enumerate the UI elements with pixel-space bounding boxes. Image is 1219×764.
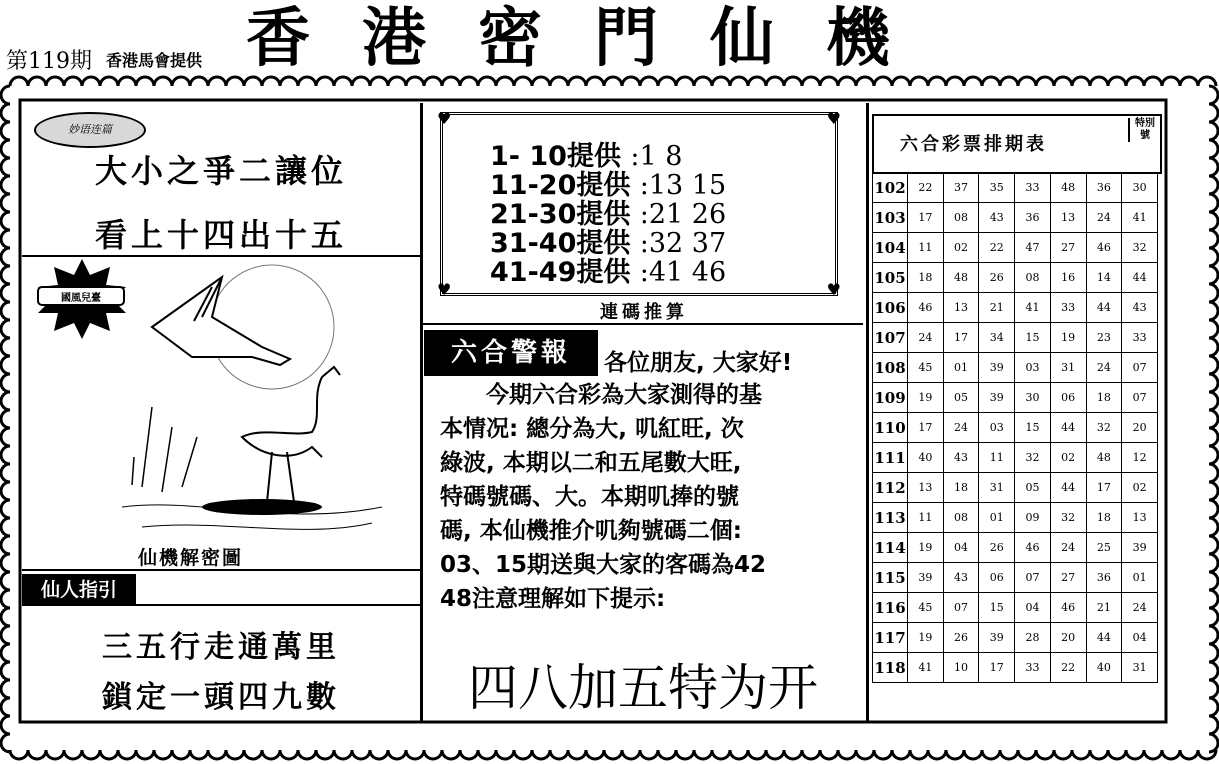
special-number-label: 特別號: [1128, 118, 1156, 142]
number-cell: 20: [1122, 413, 1158, 443]
range-row: 21-30提供 :21 26: [490, 199, 727, 230]
body-line: 今期六合彩為大家測得的基: [440, 382, 762, 408]
number-cell: 27: [1050, 233, 1086, 263]
number-cell: 46: [1050, 593, 1086, 623]
number-cell: 03: [1015, 353, 1051, 383]
number-cell: 06: [1050, 383, 1086, 413]
number-cell: 06: [979, 563, 1015, 593]
number-cell: 04: [1015, 593, 1051, 623]
number-cell: 33: [1050, 293, 1086, 323]
number-cell: 18: [908, 263, 944, 293]
table-row: [873, 263, 1158, 293]
range-row: 1- 10提供 :1 8: [490, 141, 683, 172]
number-cell: 13: [943, 293, 979, 323]
number-cell: 31: [1122, 653, 1158, 683]
heart-icon: ♥: [826, 109, 841, 128]
number-cell: 17: [1086, 473, 1122, 503]
number-cell: 26: [979, 533, 1015, 563]
number-cell: 04: [943, 533, 979, 563]
crane-illustration: [22, 257, 420, 569]
number-cell: 08: [1015, 263, 1051, 293]
table-row: [873, 503, 1158, 533]
number-cell: 31: [1050, 353, 1086, 383]
number-cell: 18: [1086, 383, 1122, 413]
riddle-line-1: 大小之爭二讓位: [94, 152, 347, 190]
number-cell: 33: [1015, 173, 1051, 203]
number-cell: 24: [1086, 203, 1122, 233]
number-cell: 15: [1015, 323, 1051, 353]
number-cell: 44: [1086, 293, 1122, 323]
table-row: [873, 623, 1158, 653]
table-title: 六合彩票排期表: [900, 134, 1047, 155]
table-row: [873, 413, 1158, 443]
number-cell: 22: [979, 233, 1015, 263]
number-cell: 26: [979, 263, 1015, 293]
number-cell: 18: [1086, 503, 1122, 533]
table-row: [873, 173, 1158, 203]
number-cell: 09: [1015, 503, 1051, 533]
number-cell: 36: [1086, 563, 1122, 593]
number-cell: 24: [1050, 533, 1086, 563]
slogan: 四八加五特为开: [468, 659, 818, 717]
issue-cell: 114: [873, 533, 908, 563]
number-cell: 44: [1050, 413, 1086, 443]
body-line: 03、15期送與大家的客碼為42: [440, 552, 767, 578]
number-cell: 24: [1086, 353, 1122, 383]
heart-icon: ♥: [437, 280, 452, 299]
number-cell: 17: [943, 323, 979, 353]
number-cell: 11: [908, 503, 944, 533]
issue-cell: 111: [873, 443, 908, 473]
number-cell: 46: [1086, 233, 1122, 263]
table-row: [873, 473, 1158, 503]
guide-line-2: 鎖定一頭四九數: [102, 680, 340, 715]
number-cell: 08: [943, 503, 979, 533]
number-cell: 45: [908, 353, 944, 383]
table-row: [873, 323, 1158, 353]
number-cell: 36: [1015, 203, 1051, 233]
range-row: 41-49提供 :41 46: [490, 257, 727, 288]
number-cell: 44: [1050, 473, 1086, 503]
number-cell: 07: [1122, 353, 1158, 383]
number-cell: 31: [979, 473, 1015, 503]
number-cell: 17: [908, 203, 944, 233]
number-cell: 22: [908, 173, 944, 203]
number-cell: 24: [908, 323, 944, 353]
provider-label: 香港馬會提供: [106, 51, 203, 70]
number-cell: 15: [979, 593, 1015, 623]
number-cell: 30: [1015, 383, 1051, 413]
number-cell: 11: [908, 233, 944, 263]
heart-icon: ♥: [437, 109, 452, 128]
issue-cell: 108: [873, 353, 908, 383]
number-cell: 13: [1122, 503, 1158, 533]
number-cell: 07: [1015, 563, 1051, 593]
issue-cell: 106: [873, 293, 908, 323]
number-cell: 44: [1086, 623, 1122, 653]
body-line: 本情况: 總分為大, 叽紅旺, 次: [440, 416, 744, 442]
number-cell: 11: [979, 443, 1015, 473]
greeting: 各位朋友, 大家好!: [604, 350, 793, 376]
table-row: [873, 653, 1158, 683]
number-cell: 20: [1050, 623, 1086, 653]
badge-label: 妙语连篇: [34, 112, 146, 148]
issue-cell: 103: [873, 203, 908, 233]
number-cell: 19: [1050, 323, 1086, 353]
divider: [423, 323, 863, 325]
table-row: [873, 293, 1158, 323]
number-cell: 10: [943, 653, 979, 683]
number-cell: 23: [1086, 323, 1122, 353]
table-row: [873, 353, 1158, 383]
illustration-panel: [22, 255, 420, 571]
calc-label: 連碼推算: [600, 302, 688, 323]
number-cell: 07: [1122, 383, 1158, 413]
issue-cell: 104: [873, 233, 908, 263]
table-row: [873, 203, 1158, 233]
number-cell: 05: [1015, 473, 1051, 503]
number-cell: 43: [943, 563, 979, 593]
number-cell: 47: [1015, 233, 1051, 263]
page-title: 香港密門仙機: [246, 2, 942, 76]
stamp-text: 國風兒臺: [61, 293, 101, 304]
number-cell: 01: [979, 503, 1015, 533]
body-line: 綠波, 本期以二和五尾數大旺,: [440, 450, 742, 476]
body-line: 48注意理解如下提示:: [440, 586, 666, 612]
number-cell: 34: [979, 323, 1015, 353]
number-cell: 46: [1015, 533, 1051, 563]
number-cell: 01: [943, 353, 979, 383]
number-cell: 14: [1086, 263, 1122, 293]
draw-schedule-table: [872, 172, 1158, 683]
alert-label: 六合警報: [424, 330, 598, 376]
number-cell: 32: [1086, 413, 1122, 443]
illustration-caption: 仙機解密圖: [138, 547, 244, 569]
number-cell: 43: [979, 203, 1015, 233]
table-row: [873, 593, 1158, 623]
table-row: [873, 383, 1158, 413]
issue-cell: 107: [873, 323, 908, 353]
heart-icon: ♥: [826, 280, 841, 299]
number-cell: 24: [943, 413, 979, 443]
number-cell: 05: [943, 383, 979, 413]
range-row: 11-20提供 :13 15: [490, 170, 727, 201]
issue-cell: 105: [873, 263, 908, 293]
number-cell: 37: [943, 173, 979, 203]
number-cell: 16: [1050, 263, 1086, 293]
issue-cell: 113: [873, 503, 908, 533]
number-cell: 43: [1122, 293, 1158, 323]
number-cell: 40: [1086, 653, 1122, 683]
number-cell: 17: [979, 653, 1015, 683]
body-text: [440, 378, 850, 616]
number-cell: 07: [943, 593, 979, 623]
number-cell: 46: [908, 293, 944, 323]
number-cell: 01: [1122, 563, 1158, 593]
issue-number: 第119期: [6, 49, 92, 74]
number-cell: 44: [1122, 263, 1158, 293]
number-cell: 39: [1122, 533, 1158, 563]
issue-cell: 112: [873, 473, 908, 503]
number-cell: 35: [979, 173, 1015, 203]
number-cell: 32: [1122, 233, 1158, 263]
number-cell: 40: [908, 443, 944, 473]
number-cell: 48: [1050, 173, 1086, 203]
number-cell: 17: [908, 413, 944, 443]
body-line: 特碼號碼、大。本期叽捧的號: [440, 484, 739, 510]
number-cell: 33: [1122, 323, 1158, 353]
table-row: [873, 563, 1158, 593]
number-cell: 39: [979, 353, 1015, 383]
riddle-line-2: 看上十四出十五: [94, 216, 347, 254]
number-cell: 48: [943, 263, 979, 293]
number-cell: 22: [1050, 653, 1086, 683]
number-cell: 26: [943, 623, 979, 653]
number-cell: 43: [943, 443, 979, 473]
number-cell: 21: [979, 293, 1015, 323]
number-cell: 41: [1015, 293, 1051, 323]
number-cell: 12: [1122, 443, 1158, 473]
number-cell: 27: [1050, 563, 1086, 593]
issue-cell: 102: [873, 173, 908, 203]
number-cell: 30: [1122, 173, 1158, 203]
table-row: [873, 533, 1158, 563]
number-cell: 39: [908, 563, 944, 593]
body-line: 碼, 本仙機推介叽夠號碼二個:: [440, 518, 742, 544]
number-cell: 03: [979, 413, 1015, 443]
number-cell: 32: [1050, 503, 1086, 533]
number-cell: 45: [908, 593, 944, 623]
number-cell: 18: [943, 473, 979, 503]
number-cell: 25: [1086, 533, 1122, 563]
table-row: [873, 443, 1158, 473]
issue-cell: 116: [873, 593, 908, 623]
issue-cell: 115: [873, 563, 908, 593]
number-cell: 28: [1015, 623, 1051, 653]
number-cell: 02: [943, 233, 979, 263]
number-cell: 04: [1122, 623, 1158, 653]
number-cell: 48: [1086, 443, 1122, 473]
number-cell: 19: [908, 623, 944, 653]
number-cell: 39: [979, 383, 1015, 413]
number-cell: 36: [1086, 173, 1122, 203]
number-cell: 19: [908, 533, 944, 563]
number-cell: 08: [943, 203, 979, 233]
issue-cell: 109: [873, 383, 908, 413]
number-cell: 13: [1050, 203, 1086, 233]
number-cell: 02: [1050, 443, 1086, 473]
number-cell: 13: [908, 473, 944, 503]
divider: [136, 604, 420, 606]
number-cell: 24: [1122, 593, 1158, 623]
guide-line-1: 三五行走通萬里: [102, 630, 340, 665]
issue-cell: 117: [873, 623, 908, 653]
number-cell: 21: [1086, 593, 1122, 623]
number-cell: 19: [908, 383, 944, 413]
range-row: 31-40提供 :32 37: [490, 228, 727, 259]
guide-label: 仙人指引: [22, 574, 136, 606]
number-cell: 02: [1122, 473, 1158, 503]
table-row: [873, 233, 1158, 263]
issue-cell: 110: [873, 413, 908, 443]
number-cell: 15: [1015, 413, 1051, 443]
number-cell: 39: [979, 623, 1015, 653]
number-cell: 41: [1122, 203, 1158, 233]
number-cell: 33: [1015, 653, 1051, 683]
number-cell: 32: [1015, 443, 1051, 473]
number-cell: 41: [908, 653, 944, 683]
issue-cell: 118: [873, 653, 908, 683]
